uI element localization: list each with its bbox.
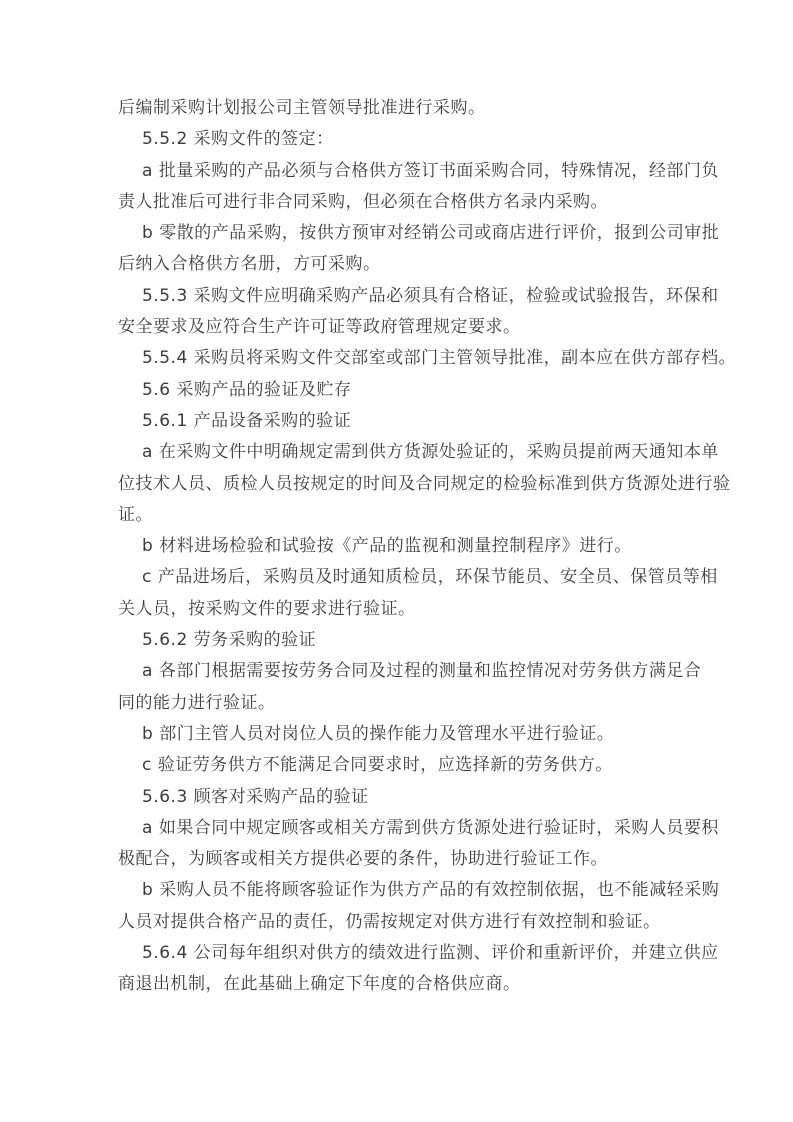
- document-line: 5.6.3 顾客对采购产品的验证: [142, 786, 369, 807]
- document-line: 关人员，按采购文件的要求进行验证。: [118, 598, 416, 619]
- document-line: 责人批准后可进行非合同采购，但必须在合格供方名录内采购。: [118, 191, 608, 212]
- document-line: 后编制采购计划报公司主管领导批准进行采购。: [118, 98, 486, 118]
- document-line: c 产品进场后，采购员及时通知质检员，环保节能员、安全员、保管员等相: [142, 567, 718, 588]
- document-line: 同的能力进行验证。: [118, 692, 276, 713]
- document-line: 5.6 采购产品的验证及贮存: [142, 379, 352, 400]
- document-line: 极配合，为顾客或相关方提供必要的条件，协助进行验证工作。: [118, 849, 608, 870]
- document-line: 5.5.4 采购员将采购文件交部室或部门主管领导批准，副本应在供方部存档。: [142, 348, 737, 369]
- document-text: [118, 93, 737, 1001]
- document-line: b 部门主管人员对岗位人员的操作能力及管理水平进行验证。: [142, 723, 615, 744]
- document-line: 5.6.2 劳务采购的验证: [142, 630, 317, 651]
- document-line: a 各部门根据需要按劳务合同及过程的测量和监控情况对劳务供方满足合: [142, 661, 702, 682]
- document-line: 5.5.3 采购文件应明确采购产品必须具有合格证，检验或试验报告，环保和: [142, 285, 719, 306]
- document-line: 安全要求及应符合生产许可证等政府管理规定要求。: [118, 317, 521, 338]
- document-line: 人员对提供合格产品的责任，仍需按规定对供方进行有效控制和验证。: [118, 911, 661, 932]
- document-line: 位技术人员、质检人员按规定的时间及合同规定的检验标准到供方货源处进行验: [118, 473, 731, 494]
- document-line: b 材料进场检验和试验按《产品的监视和测量控制程序》进行。: [142, 536, 632, 557]
- document-line: 证。: [118, 504, 153, 525]
- document-line: 后纳入合格供方名册，方可采购。: [118, 254, 381, 275]
- document-line: a 如果合同中规定顾客或相关方需到供方货源处进行验证时，采购人员要积: [142, 817, 719, 838]
- document-line: 5.6.4 公司每年组织对供方的绩效进行监测、评价和重新评价，并建立供应: [142, 943, 719, 964]
- document-line: 5.5.2 采购文件的签定：: [142, 129, 334, 150]
- document-line: a 在采购文件中明确规定需到供方货源处验证的，采购员提前两天通知本单: [142, 442, 719, 463]
- document-line: c 验证劳务供方不能满足合同要求时，应选择新的劳务供方。: [142, 755, 613, 776]
- document-line: 商退出机制，在此基础上确定下年度的合格供应商。: [118, 974, 521, 995]
- document-line: 5.6.1 产品设备采购的验证: [142, 410, 352, 431]
- document-line: b 采购人员不能将顾客验证作为供方产品的有效控制依据，也不能减轻采购: [142, 880, 720, 901]
- document-line: b 零散的产品采购，按供方预审对经销公司或商店进行评价，报到公司审批: [142, 223, 720, 244]
- document-line: a 批量采购的产品必须与合格供方签订书面采购合同，特殊情况，经部门负: [142, 160, 719, 181]
